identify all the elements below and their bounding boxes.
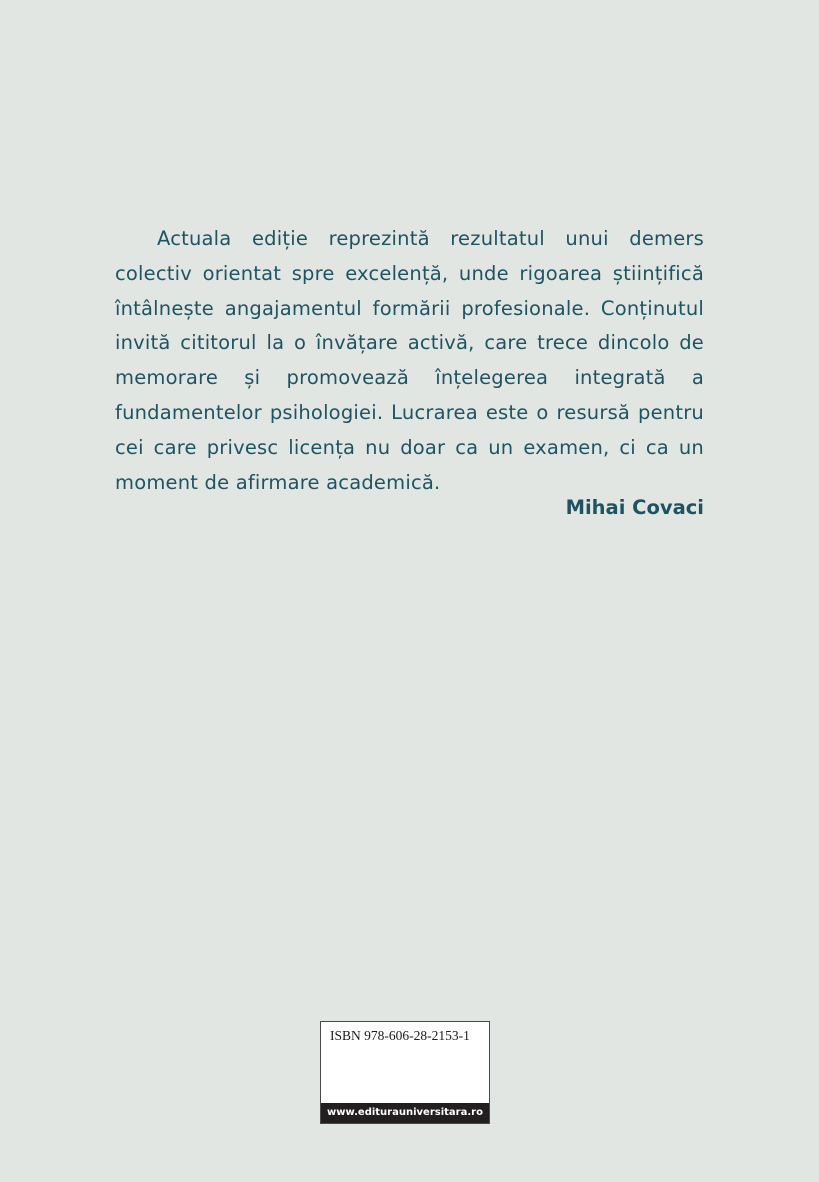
isbn-barcode-box [320, 1021, 490, 1124]
author-name: Mihai Covaci [565, 496, 704, 519]
publisher-website: www.editurauniversitara.ro [321, 1103, 489, 1123]
cover-blurb: Actuala ediție reprezintă rezultatul unui demers colectiv orientat spre excelență, unde rigoarea științifică întâlnește angajamentul formării profesionale. Conținutul invită cititorul la o învățare activă, care trece dincolo de memorare și promovează înțelegerea integrată a fundamentelor psihologiei. Lucrarea este o resursă pentru cei care privesc licența nu doar ca un examen, ci ca un moment de afirmare academică. [115, 227, 704, 494]
isbn-number: ISBN 978-606-28-2153-1 [330, 1028, 470, 1043]
